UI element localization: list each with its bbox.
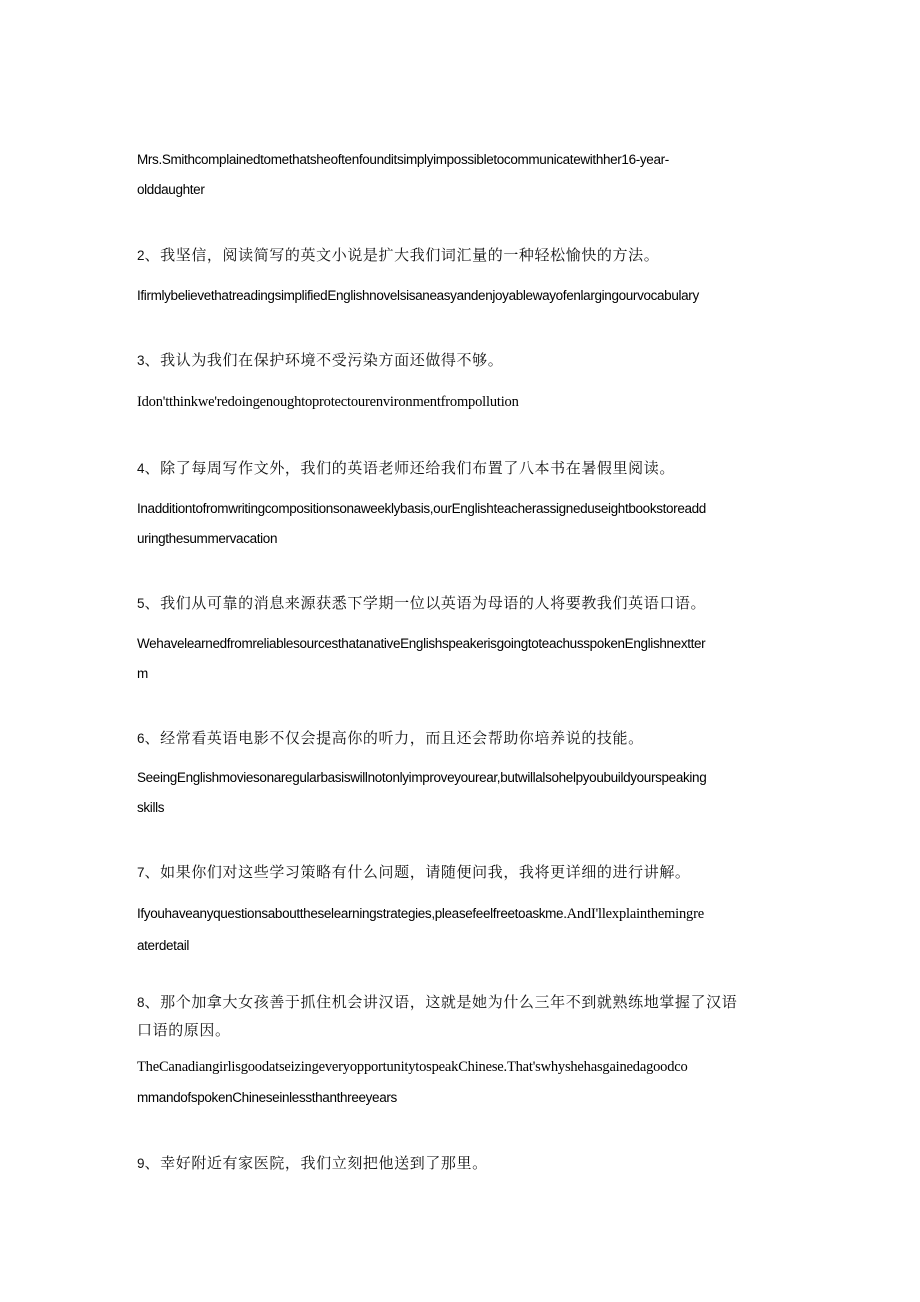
item-6-chinese-text: 、经常看英语电影不仅会提高你的听力，而且还会帮助你培养说的技能。: [144, 729, 644, 747]
item-7-english-line-1: [137, 906, 704, 923]
item-4-english-line-2: uringthesummervacation: [137, 531, 278, 546]
item-9-chinese-text: 、幸好附近有家医院，我们立刻把他送到了那里。: [144, 1154, 488, 1172]
item-6-chinese: [137, 727, 644, 748]
item-3-chinese: [137, 349, 503, 370]
item-3-chinese-text: 、我认为我们在保护环境不受污染方面还做得不够。: [144, 351, 504, 369]
item-1-english-line-1: Mrs.Smithcomplainedtomethatsheoftenfounditsimplyimpossibletocommunicatewithher16-year-: [137, 152, 669, 167]
item-number: 5: [137, 596, 145, 611]
item-1-english-line-2: olddaughter: [137, 182, 205, 197]
item-2-chinese: [137, 244, 659, 265]
item-7-english-serif-part: AndI'llexplainthemingre: [566, 906, 704, 922]
item-8-english-line-2: mmandofspokenChineseinlessthanthreeyears: [137, 1090, 397, 1105]
item-number: 7: [137, 865, 145, 880]
item-6-english-line-2: skills: [137, 800, 165, 815]
item-2-english-line-1: IfirmlybelievethatreadingsimplifiedEnglishnovelsisaneasyandenjoyablewayofenlargingourvocabulary: [137, 288, 699, 303]
item-4-chinese-text: 、除了每周写作文外，我们的英语老师还给我们布置了八本书在暑假里阅读。: [144, 459, 675, 477]
item-5-english-line-2: m: [137, 666, 148, 681]
item-2-chinese-text: 、我坚信，阅读简写的英文小说是扩大我们词汇量的一种轻松愉快的方法。: [144, 246, 660, 264]
item-8-chinese-line-1: [137, 991, 737, 1012]
item-8-english-line-1: TheCanadiangirlisgoodatseizingeveryopportunitytospeakChinese.That'swhyshehasgainedagoodco: [137, 1059, 688, 1075]
item-4-english-line-1: Inadditiontofromwritingcompositionsonaweeklybasis,ourEnglishteacherassigneduseightbookstoreadd: [137, 501, 706, 516]
item-7-english-line-2: aterdetail: [137, 938, 190, 953]
item-number: 6: [137, 731, 145, 746]
item-5-chinese: [137, 592, 706, 613]
item-4-chinese: [137, 457, 675, 478]
item-9-chinese: [137, 1152, 488, 1173]
item-number: 9: [137, 1156, 145, 1171]
item-7-chinese-text: 、如果你们对这些学习策略有什么问题，请随便问我，我将更详细的进行讲解。: [144, 863, 691, 881]
item-number: 2: [137, 248, 145, 263]
item-5-chinese-text: 、我们从可靠的消息来源获悉下学期一位以英语为母语的人将要教我们英语口语。: [144, 594, 707, 612]
item-7-chinese: [137, 861, 691, 882]
item-6-english-line-1: SeeingEnglishmoviesonaregularbasiswillnotonlyimproveyourear,butwillalsohelpyoubuildyourspeaking: [137, 770, 707, 785]
item-3-english-line-1: Idon'tthinkwe'redoingenoughtoprotectourenvironmentfrompollution: [137, 394, 519, 410]
item-8-chinese-line-2: 口语的原因。: [137, 1021, 231, 1039]
item-number: 4: [137, 461, 145, 476]
item-5-english-line-1: WehavelearnedfromreliablesourcesthatanativeEnglishspeakerisgoingtoteachusspokenEnglishnextter: [137, 636, 706, 651]
item-number: 8: [137, 995, 145, 1010]
item-number: 3: [137, 353, 145, 368]
item-7-english-sans-part: Ifyouhaveanyquestionsabouttheselearningstrategies,pleasefeelfreetoaskme.: [137, 906, 567, 921]
item-8-chinese-text: 、那个加拿大女孩善于抓住机会讲汉语，这就是她为什么三年不到就熟练地掌握了汉语: [144, 993, 738, 1011]
